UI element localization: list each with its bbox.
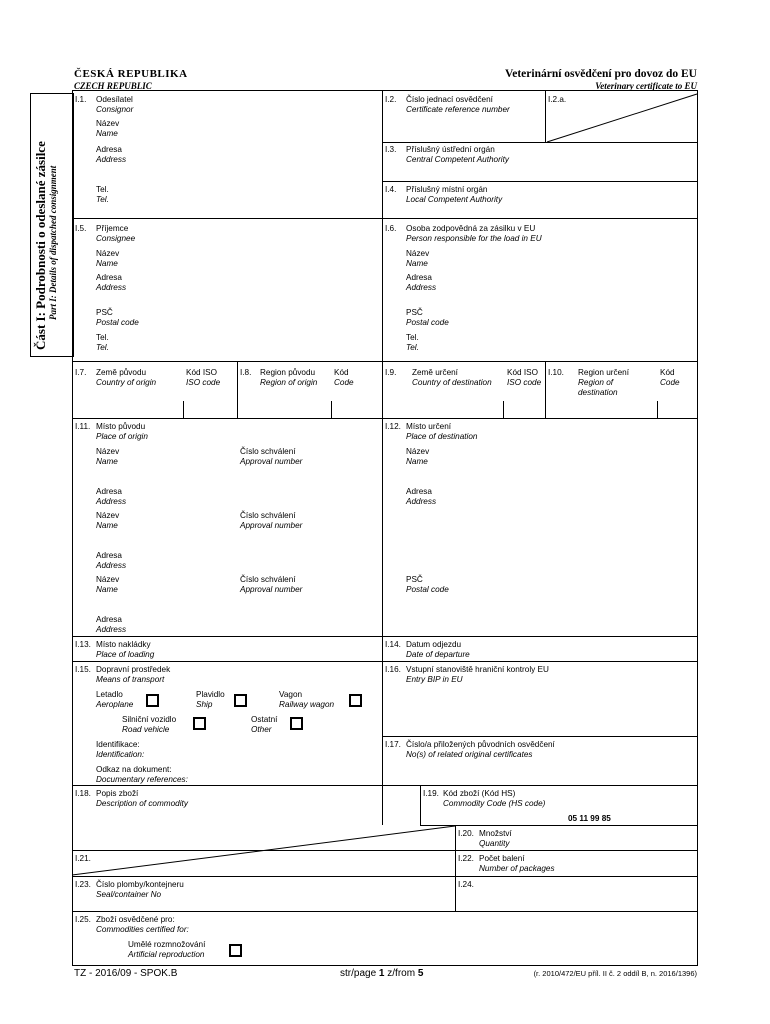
- iso-label-cz: Kód ISO: [507, 368, 538, 377]
- label-cz: Místo nakládky: [96, 640, 151, 649]
- name-label-en: Name: [96, 129, 118, 138]
- box-24-number: I.24.: [458, 880, 474, 889]
- box-number: I.8.: [240, 368, 252, 377]
- label-cz: Číslo plomby/kontejneru: [96, 880, 184, 889]
- label-en: Commodities certified for:: [96, 925, 189, 934]
- label-en: Consignor: [96, 105, 134, 114]
- name-label-cz: Název: [96, 447, 120, 456]
- label-cz: Vstupní stanoviště hraniční kontroly EU: [406, 665, 549, 674]
- road-vehicle-checkbox[interactable]: [193, 717, 206, 730]
- page-label: str/page: [340, 968, 377, 979]
- footer-page-indicator: [340, 968, 423, 980]
- box-number: I.14.: [385, 640, 401, 649]
- name-label-en: Name: [96, 585, 118, 594]
- artificial-reproduction-label-en: Artificial reproduction: [128, 950, 205, 959]
- box-number: I.20.: [458, 829, 474, 838]
- ship-label-en: Ship: [196, 700, 213, 709]
- label-cz: Místo určení: [406, 422, 452, 431]
- label-en-line1: Region of: [578, 378, 614, 387]
- iso-label-cz: Kód ISO: [186, 368, 217, 377]
- part-one-side-label: Část I: Podrobnosti o odeslané zásilce Part I: Details of dispatched consignment: [33, 141, 58, 350]
- page-total: 5: [417, 968, 424, 979]
- box-number: I.15.: [75, 665, 91, 674]
- doc-ref-label-en: Documentary references:: [96, 775, 188, 784]
- country-cz: ČESKÁ REPUBLIKA: [74, 68, 188, 80]
- label-cz: Příslušný ústřední orgán: [406, 145, 495, 154]
- label-en: Seal/container No: [96, 890, 162, 899]
- label-cz: Osoba zodpovědná za zásilku v EU: [406, 224, 536, 233]
- railway-label-cz: Vagon: [279, 690, 303, 699]
- label-en: Quantity: [479, 839, 510, 848]
- address-label-cz: Adresa: [96, 487, 122, 496]
- certificate-title-cz: Veterinární osvědčení pro dovoz do EU: [505, 68, 697, 80]
- address-label-cz: Adresa: [406, 487, 432, 496]
- address-label-en: Address: [96, 561, 127, 570]
- postal-label-cz: PSČ: [406, 308, 423, 317]
- code-label-cz: Kód: [334, 368, 349, 377]
- label-cz: Místo původu: [96, 422, 146, 431]
- other-transport-checkbox[interactable]: [290, 717, 303, 730]
- label-cz: Region původu: [260, 368, 316, 377]
- box-number: I.11.: [75, 422, 91, 431]
- box-number: I.7.: [75, 368, 87, 377]
- name-label-en: Name: [96, 521, 118, 530]
- box-number: I.25.: [75, 915, 91, 924]
- label-cz: Země určení: [412, 368, 458, 377]
- label-en: Region of origin: [260, 378, 318, 387]
- box-number: I.6.: [385, 224, 397, 233]
- postal-label-en: Postal code: [406, 585, 449, 594]
- address-label-en: Address: [96, 155, 127, 164]
- label-cz: Množství: [479, 829, 512, 838]
- footer-form-code: TZ - 2016/09 - SPOK.B: [74, 968, 178, 979]
- aeroplane-label-en: Aeroplane: [96, 700, 134, 709]
- label-cz: Popis zboží: [96, 789, 139, 798]
- name-label-cz: Název: [96, 249, 120, 258]
- address-label-cz: Adresa: [96, 615, 122, 624]
- label-cz: Dopravní prostředek: [96, 665, 171, 674]
- name-label-en: Name: [96, 457, 118, 466]
- aeroplane-label-cz: Letadlo: [96, 690, 123, 699]
- tel-label-cz: Tel.: [406, 333, 419, 342]
- other-label-cz: Ostatní: [251, 715, 278, 724]
- label-cz: Země původu: [96, 368, 147, 377]
- code-label-cz: Kód: [660, 368, 675, 377]
- label-en: Person responsible for the load in EU: [406, 234, 542, 243]
- box-number: I.10.: [548, 368, 564, 377]
- label-en: Entry BIP in EU: [406, 675, 463, 684]
- address-label-cz: Adresa: [96, 273, 122, 282]
- label-en: Central Competent Authority: [406, 155, 509, 164]
- iso-label-en: ISO code: [507, 378, 542, 387]
- certificate-title-en: Veterinary certificate to EU: [595, 81, 697, 91]
- label-en: Description of commodity: [96, 799, 188, 808]
- address-label-en: Address: [96, 497, 127, 506]
- postal-label-cz: PSČ: [96, 308, 113, 317]
- label-en: Certificate reference number: [406, 105, 510, 114]
- label-en: Country of origin: [96, 378, 157, 387]
- label-en: Date of departure: [406, 650, 470, 659]
- box-number: I.17.: [385, 740, 401, 749]
- tel-label-en: Tel.: [406, 343, 419, 352]
- code-label-en: Code: [660, 378, 680, 387]
- artificial-reproduction-label-cz: Umělé rozmnožování: [128, 940, 206, 949]
- tel-label-en: Tel.: [96, 195, 109, 204]
- label-en: Place of destination: [406, 432, 478, 441]
- label-en: Place of loading: [96, 650, 155, 659]
- tel-label-cz: Tel.: [96, 333, 109, 342]
- address-label-en: Address: [406, 497, 437, 506]
- identification-label-en: Identification:: [96, 750, 145, 759]
- box-number: I.18.: [75, 789, 91, 798]
- label-cz: Číslo/a přiložených původních osvědčení: [406, 740, 555, 749]
- label-cz: Číslo jednací osvědčení: [406, 95, 493, 104]
- approval-label-cz: Číslo schválení: [240, 511, 296, 520]
- page-number: 1: [378, 968, 385, 979]
- address-label-cz: Adresa: [96, 145, 122, 154]
- label-en: Consignee: [96, 234, 136, 243]
- approval-label-en: Approval number: [240, 585, 303, 594]
- box-number: I.5.: [75, 224, 87, 233]
- box-number: I.19.: [423, 789, 439, 798]
- identification-label-cz: Identifikace:: [96, 740, 140, 749]
- code-label-en: Code: [334, 378, 354, 387]
- box-number: I.3.: [385, 145, 397, 154]
- approval-label-en: Approval number: [240, 457, 303, 466]
- address-label-en: Address: [96, 625, 127, 634]
- ship-checkbox[interactable]: [234, 694, 247, 707]
- name-label-cz: Název: [96, 575, 120, 584]
- aeroplane-checkbox[interactable]: [146, 694, 159, 707]
- label-en: Place of origin: [96, 432, 148, 441]
- box-number: I.9.: [385, 368, 397, 377]
- label-en: No(s) of related original certificates: [406, 750, 533, 759]
- iso-label-en: ISO code: [186, 378, 221, 387]
- road-vehicle-label-en: Road vehicle: [122, 725, 170, 734]
- label-cz: Příjemce: [96, 224, 129, 233]
- box-number: I.1.: [75, 95, 87, 104]
- tel-label-en: Tel.: [96, 343, 109, 352]
- box-21-number: I.21.: [75, 854, 91, 863]
- label-cz: Kód zboží (Kód HS): [443, 789, 516, 798]
- other-label-en: Other: [251, 725, 272, 734]
- approval-label-cz: Číslo schválení: [240, 575, 296, 584]
- label-en: Commodity Code (HS code): [443, 799, 546, 808]
- ship-label-cz: Plavidlo: [196, 690, 225, 699]
- name-label-cz: Název: [96, 511, 120, 520]
- from-label: z/from: [387, 968, 416, 979]
- country-en: CZECH REPUBLIC: [74, 81, 152, 91]
- diagonal-strike-21: [72, 825, 456, 876]
- box-number: I.4.: [385, 185, 397, 194]
- label-en: Number of packages: [479, 864, 555, 873]
- road-vehicle-label-cz: Silniční vozidlo: [122, 715, 177, 724]
- label-cz: Odesílatel: [96, 95, 133, 104]
- approval-label-cz: Číslo schválení: [240, 447, 296, 456]
- artificial-reproduction-checkbox[interactable]: [229, 944, 242, 957]
- box-number: I.2.: [385, 95, 397, 104]
- label-en: Country of destination: [412, 378, 492, 387]
- name-label-en: Name: [406, 259, 428, 268]
- address-label-en: Address: [96, 283, 127, 292]
- tel-label-cz: Tel.: [96, 185, 109, 194]
- address-label-cz: Adresa: [406, 273, 432, 282]
- label-cz: Počet balení: [479, 854, 525, 863]
- railway-wagon-checkbox[interactable]: [349, 694, 362, 707]
- box-number: I.22.: [458, 854, 474, 863]
- name-label-en: Name: [96, 259, 118, 268]
- hs-code-value: 05 11 99 85: [568, 814, 611, 823]
- railway-label-en: Railway wagon: [279, 700, 335, 709]
- label-cz: Region určení: [578, 368, 629, 377]
- address-label-en: Address: [406, 283, 437, 292]
- name-label-cz: Název: [406, 447, 430, 456]
- name-label-cz: Název: [96, 119, 120, 128]
- label-cz: Datum odjezdu: [406, 640, 462, 649]
- box-number: I.12.: [385, 422, 401, 431]
- approval-label-en: Approval number: [240, 521, 303, 530]
- postal-label-en: Postal code: [96, 318, 139, 327]
- postal-label-en: Postal code: [406, 318, 449, 327]
- doc-ref-label-cz: Odkaz na dokument:: [96, 765, 172, 774]
- label-cz: Příslušný místní orgán: [406, 185, 488, 194]
- label-en: Local Competent Authority: [406, 195, 503, 204]
- name-label-cz: Název: [406, 249, 430, 258]
- postal-label-cz: PSČ: [406, 575, 423, 584]
- label-cz: Zboží osvědčené pro:: [96, 915, 175, 924]
- box-number: I.13.: [75, 640, 91, 649]
- address-label-cz: Adresa: [96, 551, 122, 560]
- label-en: Means of transport: [96, 675, 165, 684]
- box-number: I.16.: [385, 665, 401, 674]
- box-2a-number: I.2.a.: [548, 95, 567, 104]
- name-label-en: Name: [406, 457, 428, 466]
- diagonal-strike-2a: [545, 90, 698, 143]
- box-number: I.23.: [75, 880, 91, 889]
- footer-legal-reference: (r. 2010/472/EU příl. II č. 2 oddíl B, n. 2016/1396): [533, 969, 697, 978]
- label-en-line2: destination: [578, 388, 618, 397]
